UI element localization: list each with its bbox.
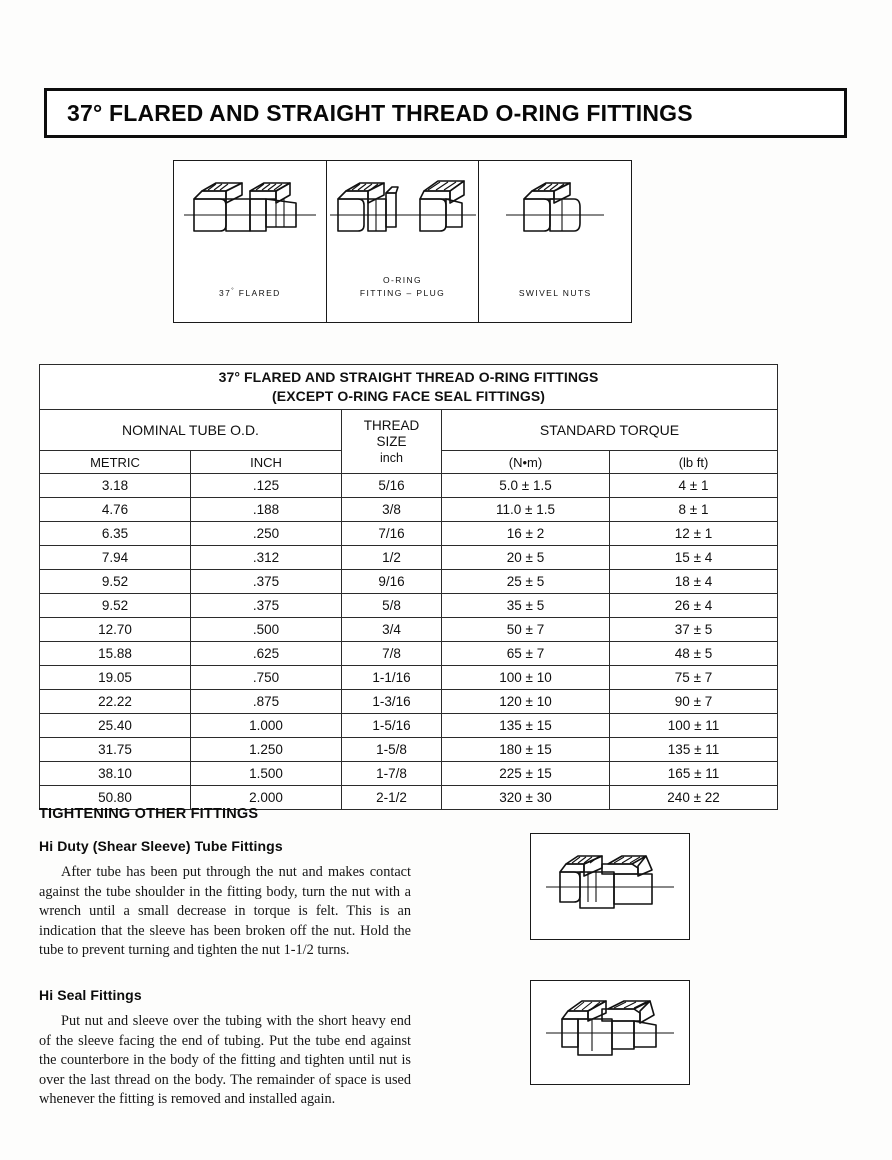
cell-thread-size: 1-3/16 [342,690,442,714]
table-row [40,618,778,642]
cell-inch: 1.000 [191,714,342,738]
cell-metric: 6.35 [40,522,191,546]
header-metric: METRIC [40,451,191,474]
cell-thread-size: 7/8 [342,642,442,666]
cell-torque-lbft: 37 ± 5 [610,618,778,642]
cell-torque-nm: 320 ± 30 [442,786,610,810]
cell-torque-lbft: 135 ± 11 [610,738,778,762]
cell-inch: 1.500 [191,762,342,786]
cell-inch: .375 [191,570,342,594]
cell-torque-nm: 11.0 ± 1.5 [442,498,610,522]
cell-torque-lbft: 26 ± 4 [610,594,778,618]
header-thread-size [342,410,442,474]
cell-thread-size: 1-7/8 [342,762,442,786]
table-title-row [40,365,778,410]
cell-inch: .312 [191,546,342,570]
hi-seal-fitting-drawing [540,991,680,1075]
table-row [40,546,778,570]
header-thread-line-1: THREAD [363,417,420,433]
cell-torque-nm: 5.0 ± 1.5 [442,474,610,498]
cell-inch: 1.250 [191,738,342,762]
page-title: 37° FLARED AND STRAIGHT THREAD O-RING FITTINGS [67,99,693,126]
diagram-caption-flared [174,285,326,300]
cell-torque-lbft: 15 ± 4 [610,546,778,570]
cell-metric: 9.52 [40,594,191,618]
header-thread-line-2: SIZE [376,433,407,449]
header-pound-foot: (lb ft) [610,451,778,474]
table-title-cell [40,365,778,410]
subsection-title-hi-seal: Hi Seal Fittings [39,986,142,1003]
cell-inch: .375 [191,594,342,618]
table-row [40,570,778,594]
figure-box-hi-duty-fitting [530,833,690,940]
cell-metric: 7.94 [40,546,191,570]
cell-metric: 15.88 [40,642,191,666]
cell-inch: .500 [191,618,342,642]
table-group-header-row [40,410,778,451]
cell-thread-size: 5/16 [342,474,442,498]
cell-thread-size: 7/16 [342,522,442,546]
table-title-line-1: 37° FLARED AND STRAIGHT THREAD O-RING FITTINGS [218,369,599,385]
table-row [40,690,778,714]
subsection-title-hi-duty: Hi Duty (Shear Sleeve) Tube Fittings [39,838,283,854]
caption-line-1: SWIVEL NUTS [518,288,592,298]
flared-fitting-drawing [180,169,320,261]
cell-inch: .625 [191,642,342,666]
cell-metric: 38.10 [40,762,191,786]
cell-torque-nm: 25 ± 5 [442,570,610,594]
cell-metric: 22.22 [40,690,191,714]
table-row [40,714,778,738]
cell-torque-lbft: 8 ± 1 [610,498,778,522]
cell-thread-size: 1-1/16 [342,666,442,690]
header-newton-meter: (N•m) [442,451,610,474]
cell-torque-lbft: 165 ± 11 [610,762,778,786]
cell-torque-nm: 65 ± 7 [442,642,610,666]
cell-inch: 2.000 [191,786,342,810]
cell-inch: .875 [191,690,342,714]
cell-thread-size: 1/2 [342,546,442,570]
cell-torque-lbft: 12 ± 1 [610,522,778,546]
cell-torque-nm: 50 ± 7 [442,618,610,642]
cell-torque-lbft: 75 ± 7 [610,666,778,690]
cell-torque-nm: 180 ± 15 [442,738,610,762]
diagram-panel-37-degree-flared [174,161,327,322]
subsection-body-hi-seal: Put nut and sleeve over the tubing with the short heavy end of the sleeve facing the end of tubing. Put the tube end against the counterbore in the body of the fitting and tighten until nut is over the last thread on the body. The remainder of space is used whenever the fitting is removed and installed again. [39,1012,411,1108]
header-nominal-tube-od: NOMINAL TUBE O.D. [40,410,342,451]
header-thread-unit: inch [380,450,403,465]
section-heading: TIGHTENING OTHER FITTINGS [39,806,259,822]
caption-line-2: FITTING – PLUG [359,288,446,298]
cell-thread-size: 9/16 [342,570,442,594]
cell-inch: .125 [191,474,342,498]
degree-symbol: ° [231,288,236,295]
cell-torque-lbft: 48 ± 5 [610,642,778,666]
cell-torque-nm: 225 ± 15 [442,762,610,786]
caption-line-1: O-RING [382,275,423,285]
cell-inch: .188 [191,498,342,522]
table-row [40,474,778,498]
cell-torque-nm: 135 ± 15 [442,714,610,738]
diagram-panel-o-ring-fitting-plug [327,161,480,322]
diagram-caption-o-ring-plug [327,274,479,300]
table-row [40,762,778,786]
cell-thread-size: 2-1/2 [342,786,442,810]
swivel-nut-drawing [500,169,610,261]
cell-metric: 19.05 [40,666,191,690]
cell-torque-lbft: 240 ± 22 [610,786,778,810]
table-row [40,498,778,522]
table-row [40,594,778,618]
cell-torque-nm: 100 ± 10 [442,666,610,690]
hi-duty-fitting-drawing [540,844,680,930]
diagram-caption-swivel-nuts [479,287,631,300]
cell-thread-size: 1-5/8 [342,738,442,762]
table-title-line-2: (EXCEPT O-RING FACE SEAL FITTINGS) [272,388,546,404]
cell-metric: 12.70 [40,618,191,642]
cell-torque-lbft: 90 ± 7 [610,690,778,714]
cell-torque-lbft: 4 ± 1 [610,474,778,498]
fitting-illustration-strip [173,160,632,323]
table-row [40,642,778,666]
cell-metric: 25.40 [40,714,191,738]
cell-torque-nm: 35 ± 5 [442,594,610,618]
cell-torque-lbft: 18 ± 4 [610,570,778,594]
table-body [40,474,778,810]
caption-value: 37 [218,288,232,298]
figure-box-hi-seal-fitting [530,980,690,1085]
cell-torque-nm: 120 ± 10 [442,690,610,714]
diagram-panel-swivel-nuts [479,161,631,322]
cell-torque-nm: 20 ± 5 [442,546,610,570]
table-row [40,738,778,762]
header-standard-torque: STANDARD TORQUE [442,410,778,451]
cell-thread-size: 3/8 [342,498,442,522]
o-ring-plug-drawing [328,169,478,261]
cell-thread-size: 5/8 [342,594,442,618]
cell-thread-size: 1-5/16 [342,714,442,738]
cell-thread-size: 3/4 [342,618,442,642]
page-title-banner [44,88,847,138]
cell-torque-nm: 16 ± 2 [442,522,610,546]
cell-inch: .750 [191,666,342,690]
table-row [40,666,778,690]
cell-metric: 50.80 [40,786,191,810]
cell-inch: .250 [191,522,342,546]
header-inch: INCH [191,451,342,474]
subsection-body-hi-duty: After tube has been put through the nut and makes contact against the tube shoulder in the fitting body, turn the nut with a wrench until a small decrease in torque is felt. This is an indication that the sleeve has been broken off the nut. Hold the tube to prevent turning and tighten the nut 1-1/2 turns. [39,864,411,959]
caption-suffix: FLARED [235,288,281,298]
cell-metric: 31.75 [40,738,191,762]
cell-metric: 3.18 [40,474,191,498]
cell-metric: 9.52 [40,570,191,594]
table-row [40,522,778,546]
cell-torque-lbft: 100 ± 11 [610,714,778,738]
tightening-instructions-section [39,806,411,1110]
torque-specification-table [39,364,778,810]
cell-metric: 4.76 [40,498,191,522]
